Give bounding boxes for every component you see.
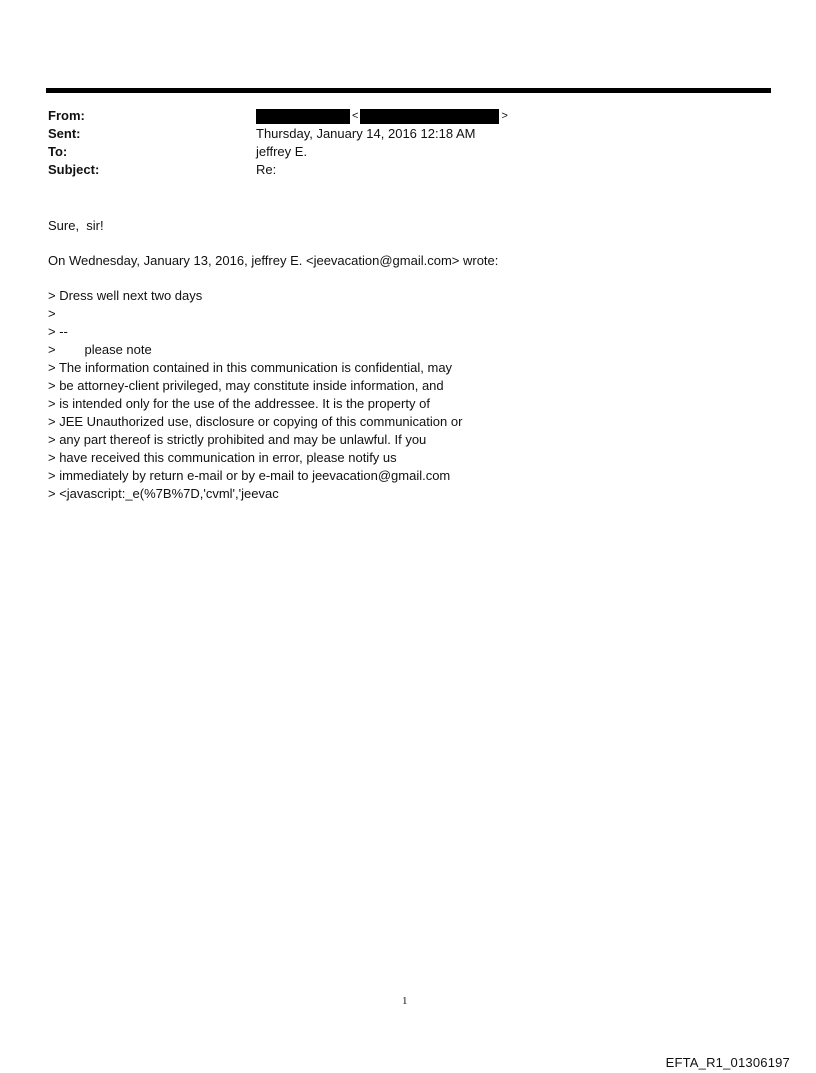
redacted-sender-name — [256, 109, 350, 124]
subject-value: Re: — [256, 162, 277, 177]
reply-text: Sure, sir! — [48, 218, 104, 233]
quoted-line: > — [48, 306, 56, 321]
quoted-line: > <javascript:_e(%7B%7D,'cvml','jeevac — [48, 486, 279, 501]
quoted-message — [48, 287, 748, 503]
quoted-line: > any part thereof is strictly prohibited and may be unlawful. If you — [48, 432, 427, 447]
from-open-angle: < — [352, 110, 359, 122]
quoted-line: > Dress well next two days — [48, 288, 203, 303]
from-value — [256, 107, 510, 125]
to-value: jeffrey E. — [256, 144, 308, 159]
sent-label: Sent: — [48, 126, 81, 141]
quoted-line: > please note — [48, 342, 152, 357]
quote-attribution: On Wednesday, January 13, 2016, jeffrey E. <jeevacation@gmail.com> wrote: — [48, 253, 499, 268]
from-row — [48, 107, 748, 125]
quoted-line: > immediately by return e-mail or by e-mail to jeevacation@gmail.com — [48, 468, 451, 483]
quoted-line: > be attorney-client privileged, may constitute inside information, and — [48, 378, 444, 393]
message-body — [48, 217, 748, 503]
sent-value: Thursday, January 14, 2016 12:18 AM — [256, 126, 476, 141]
document-id: EFTA_R1_01306197 — [665, 1055, 790, 1070]
page-number: 1 — [402, 995, 408, 1007]
sent-row — [48, 125, 748, 143]
quoted-line: > -- — [48, 324, 68, 339]
to-label: To: — [48, 144, 68, 159]
email-header — [48, 107, 748, 179]
quoted-line: > have received this communication in error, please notify us — [48, 450, 397, 465]
header-divider — [46, 88, 771, 93]
quoted-line: > The information contained in this communication is confidential, may — [48, 360, 453, 375]
from-label: From: — [48, 108, 85, 123]
from-close-angle: > — [501, 110, 508, 122]
quoted-line: > is intended only for the use of the addressee. It is the property of — [48, 396, 430, 411]
subject-row — [48, 161, 748, 179]
to-row — [48, 143, 748, 161]
redacted-sender-email — [360, 109, 499, 124]
subject-label: Subject: — [48, 162, 100, 177]
quoted-line: > JEE Unauthorized use, disclosure or copying of this communication or — [48, 414, 463, 429]
